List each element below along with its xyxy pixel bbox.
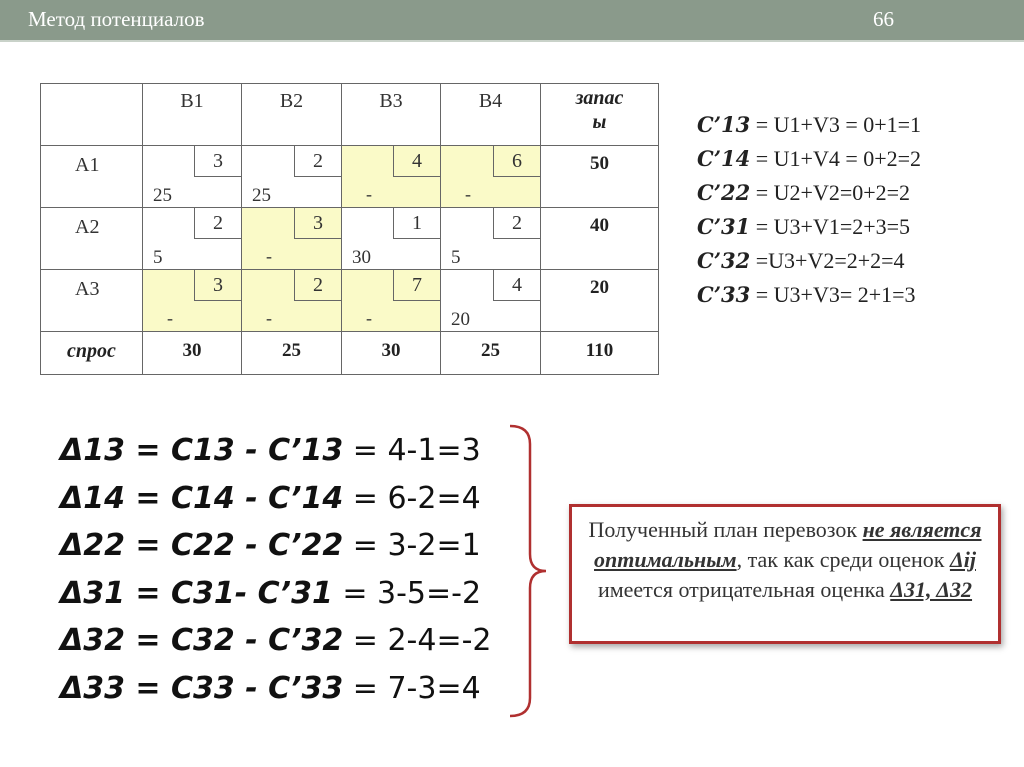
formula-label: C’22 (697, 180, 751, 205)
table-cell (441, 208, 541, 270)
row-label: A3 (41, 270, 143, 332)
demand-value: 25 (242, 332, 342, 375)
shipment-value: 5 (153, 247, 163, 268)
cost-box: 6 (493, 146, 540, 177)
table-cell (242, 208, 342, 270)
cost-box: 3 (294, 208, 341, 239)
formula-label: C’13 (697, 112, 751, 137)
supply-value: 40 (541, 208, 659, 270)
cost-box: 2 (493, 208, 540, 239)
formula-expression: = U3+V1=2+3=5 (750, 214, 911, 239)
delta-formula: Δ33 = C33 - C’33 (60, 670, 344, 706)
conclusion-box (569, 504, 1001, 644)
cost-box: 1 (393, 208, 440, 239)
page-number: 66 (873, 7, 894, 31)
formula-line (697, 142, 921, 176)
table-cell (143, 270, 242, 332)
demand-label: спрос (41, 332, 143, 375)
delta-formula: Δ31 = C31- C’31 (60, 575, 333, 611)
cost-box: 3 (194, 270, 241, 301)
delta-line (60, 475, 492, 523)
shipment-value: 5 (451, 247, 461, 268)
conclusion-text: Полученный план перевозок не является оптимальным, так как среди оценок Δij имеется отрицательная оценка Δ31, Δ32 (588, 517, 982, 602)
table-cell (441, 146, 541, 208)
delta-line (60, 665, 492, 713)
delta-result: = 7-3=4 (343, 670, 481, 706)
shipment-value: 25 (252, 185, 271, 206)
formula-line (697, 176, 921, 210)
table-cell (342, 146, 441, 208)
supply-header: запас ы (541, 84, 659, 146)
shipment-value: 30 (352, 247, 371, 268)
demand-row (41, 332, 659, 375)
delta-line (60, 617, 492, 665)
cost-box: 4 (393, 146, 440, 177)
col-header-b1: B1 (143, 84, 242, 146)
table-cell (143, 208, 242, 270)
row-label: A2 (41, 208, 143, 270)
cost-box: 2 (294, 146, 341, 177)
delta-line (60, 427, 492, 475)
total-value: 110 (541, 332, 659, 375)
col-header-b4: B4 (441, 84, 541, 146)
col-header-b2: B2 (242, 84, 342, 146)
formula-label: C’33 (697, 282, 751, 307)
shipment-value: 25 (153, 185, 172, 206)
row-label: A1 (41, 146, 143, 208)
cost-box: 7 (393, 270, 440, 301)
header-divider (0, 40, 1024, 42)
table-cell (342, 270, 441, 332)
delta-result: = 6-2=4 (343, 480, 481, 516)
supply-value: 20 (541, 270, 659, 332)
shipment-value: - (366, 308, 372, 328)
right-brace (508, 424, 548, 718)
delta-formula: Δ22 = C22 - C’22 (60, 528, 344, 563)
formula-label: C’14 (697, 146, 751, 171)
slide-title: Метод потенциалов (28, 7, 205, 31)
formula-label: C’31 (697, 214, 751, 239)
shipment-value: - (465, 184, 471, 204)
cost-box: 4 (493, 270, 540, 301)
table-cell (342, 208, 441, 270)
table-row (41, 146, 659, 208)
formula-line (697, 278, 921, 312)
formula-line (697, 210, 921, 244)
delta-formula: Δ14 = C14 - C’14 (60, 480, 344, 516)
transport-table (40, 83, 659, 375)
shipment-value: - (366, 184, 372, 204)
cost-box: 2 (194, 208, 241, 239)
delta-estimates (60, 427, 492, 712)
delta-result: = 2-4=-2 (343, 623, 492, 658)
table-cell (242, 270, 342, 332)
delta-line (60, 522, 492, 570)
delta-result: = 3-5=-2 (332, 575, 482, 611)
cost-box: 3 (194, 146, 241, 177)
table-cell (242, 146, 342, 208)
formula-line (697, 244, 921, 278)
table-row (41, 208, 659, 270)
delta-line (60, 570, 492, 618)
shipment-value: 20 (451, 309, 470, 330)
demand-value: 30 (143, 332, 242, 375)
demand-value: 30 (342, 332, 441, 375)
delta-result: = 3-2=1 (343, 528, 481, 563)
shipment-value: - (266, 246, 272, 266)
table-cell (441, 270, 541, 332)
formula-expression: = U2+V2=0+2=2 (750, 180, 911, 205)
formula-expression: = U1+V4 = 0+2=2 (750, 146, 922, 171)
delta-formula: Δ32 = C32 - C’32 (60, 623, 344, 658)
demand-value: 25 (441, 332, 541, 375)
formula-line (697, 108, 921, 142)
shipment-value: - (167, 308, 173, 328)
slide-header-bar (0, 0, 1024, 40)
potential-formulas (697, 108, 921, 312)
supply-value: 50 (541, 146, 659, 208)
formula-expression: =U3+V2=2+2=4 (750, 248, 905, 273)
table-cell (143, 146, 242, 208)
col-header-b3: B3 (342, 84, 441, 146)
formula-expression: = U1+V3 = 0+1=1 (750, 112, 922, 137)
shipment-value: - (266, 308, 272, 328)
formula-label: C’32 (697, 248, 751, 273)
cost-box: 2 (294, 270, 341, 301)
table-row (41, 270, 659, 332)
formula-expression: = U3+V3= 2+1=3 (750, 282, 916, 307)
corner-cell (41, 84, 143, 146)
delta-formula: Δ13 = C13 - C’13 (60, 433, 344, 468)
delta-result: = 4-1=3 (343, 433, 481, 468)
